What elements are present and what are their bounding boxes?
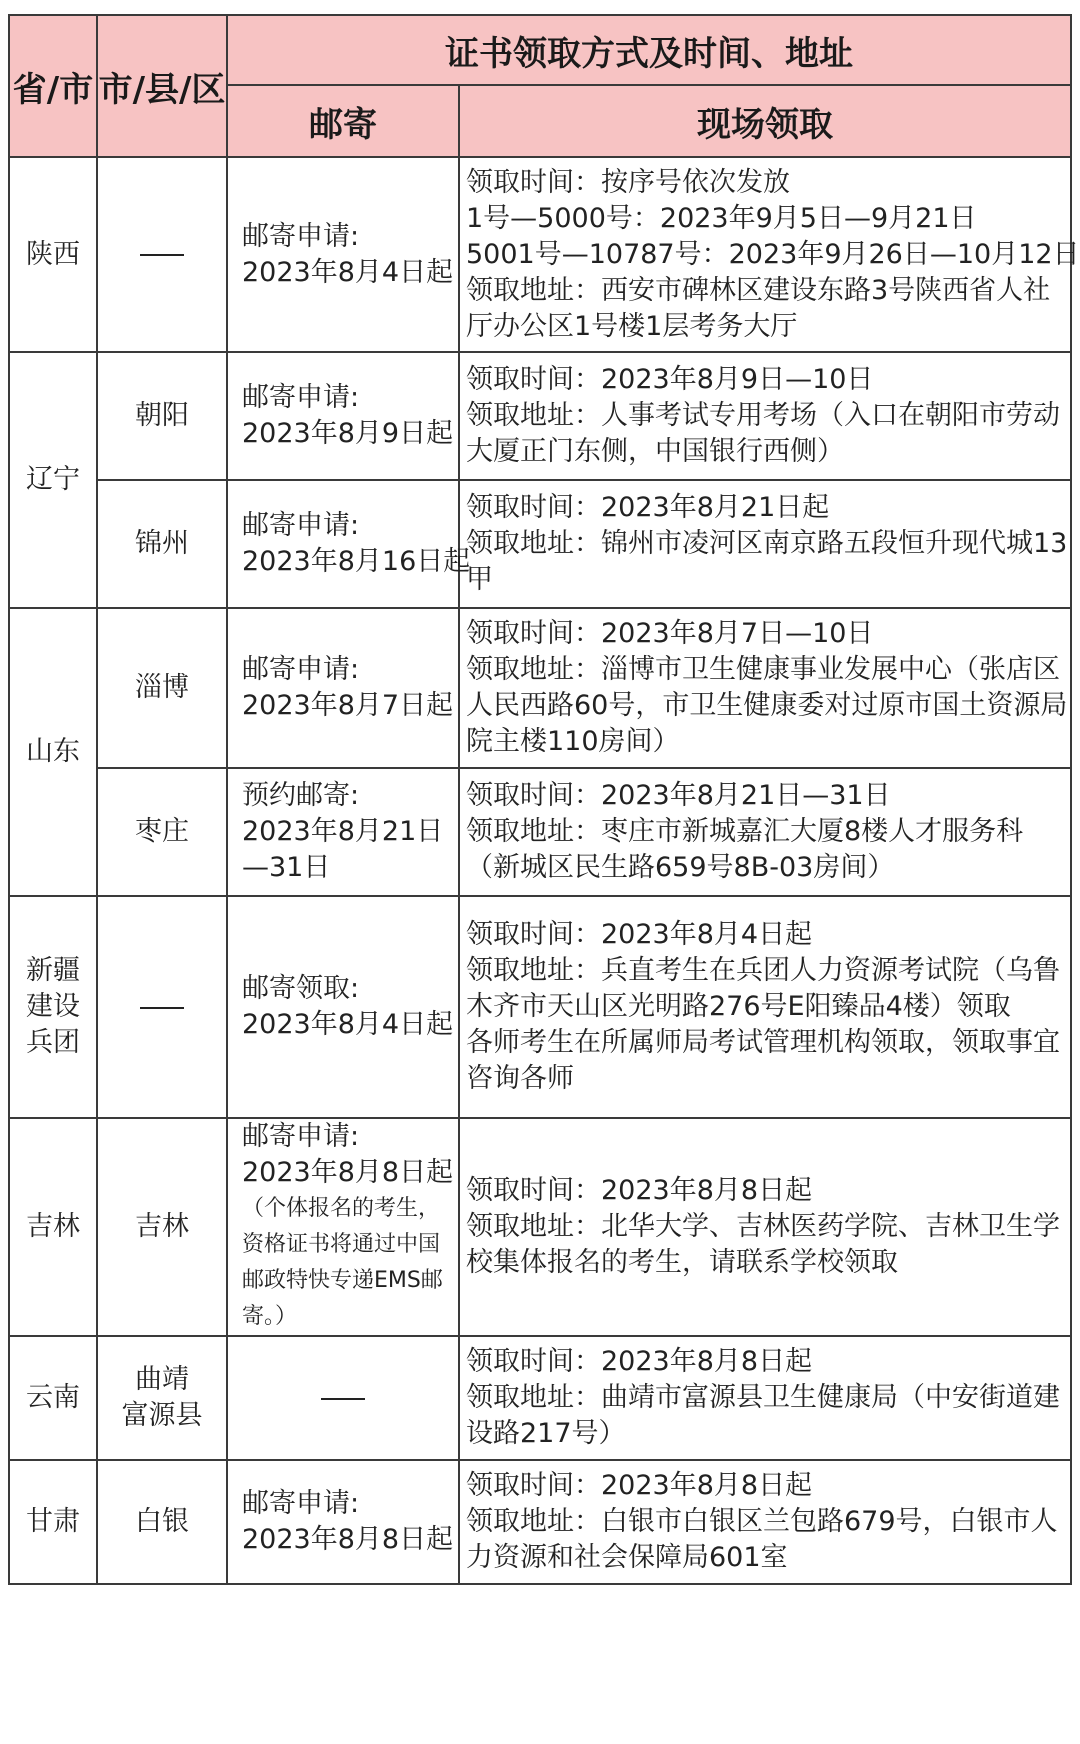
- mail-label: 邮寄申请:: [242, 510, 360, 541]
- onsite-cell: [459, 896, 1071, 1118]
- onsite-time: 领取时间：2023年8月4日起: [466, 919, 813, 950]
- city-cell: 淄博: [97, 608, 227, 768]
- mail-cell: [227, 608, 459, 768]
- onsite-batch-2: 5001号—10787号：2023年9月26日—10月12日: [466, 238, 1080, 270]
- table-row: [9, 157, 1071, 352]
- province-cell: 山东: [9, 608, 97, 896]
- mail-date: 2023年8月21日—31日: [242, 816, 444, 883]
- province-line: 新疆: [26, 955, 80, 986]
- city-line: 富源县: [121, 1400, 203, 1431]
- header-mail: 邮寄: [227, 85, 459, 157]
- mail-label: 邮寄申请:: [242, 220, 360, 252]
- onsite-note: 各师考生在所属师局考试管理机构领取，领取事宜咨询各师: [466, 1027, 1060, 1094]
- table-row: [9, 1118, 1071, 1336]
- onsite-cell: [459, 352, 1071, 480]
- onsite-time: 领取时间：2023年8月8日起: [466, 1346, 813, 1377]
- onsite-time: 领取时间：按序号依次发放: [466, 166, 790, 198]
- mail-cell: [227, 480, 471, 608]
- onsite-address: 领取地址：北华大学、吉林医药学院、吉林卫生学校集体报名的考生，请联系学校领取: [466, 1211, 1060, 1278]
- onsite-address: 领取地址：人事考试专用考场（入口在朝阳市劳动大厦正门东侧，中国银行西侧）: [466, 400, 1060, 467]
- province-cell: 云南: [9, 1336, 97, 1460]
- mail-date: 2023年8月9日起: [242, 418, 454, 449]
- onsite-cell: [459, 1336, 1071, 1460]
- table-row: [9, 896, 1071, 1118]
- dash-mark: [140, 1007, 184, 1009]
- onsite-address: 领取地址：西安市碑林区建设东路3号陕西省人社厅办公区1号楼1层考务大厅: [466, 274, 1051, 342]
- table-row: [9, 608, 1071, 768]
- mail-cell: [227, 157, 459, 352]
- province-cell: 甘肃: [9, 1460, 97, 1584]
- mail-cell: [227, 352, 459, 480]
- mail-date: 2023年8月8日起: [242, 1524, 454, 1555]
- city-cell: 朝阳: [97, 352, 227, 480]
- city-cell-dash: [97, 157, 227, 352]
- province-cell: 辽宁: [9, 352, 97, 608]
- header-onsite: 现场领取: [459, 85, 1071, 157]
- city-cell: [97, 1336, 227, 1460]
- province-cell: 陕西: [9, 157, 97, 352]
- city-cell: 枣庄: [97, 768, 227, 896]
- onsite-cell: [459, 157, 1080, 352]
- dash-mark: [140, 254, 184, 256]
- province-line: 建设: [26, 991, 80, 1022]
- header-method-group: 证书领取方式及时间、地址: [227, 15, 1071, 85]
- onsite-address: 领取地址：枣庄市新城嘉汇大厦8楼人才服务科（新城区民生路659号8B-03房间）: [466, 816, 1024, 883]
- mail-date: 2023年8月4日起: [242, 1009, 454, 1040]
- province-cell: [9, 896, 97, 1118]
- onsite-time: 领取时间：2023年8月9日—10日: [466, 364, 874, 395]
- mail-cell: [227, 896, 459, 1118]
- onsite-time: 领取时间：2023年8月21日起: [466, 492, 830, 523]
- onsite-cell: [459, 768, 1071, 896]
- mail-date: 2023年8月7日起: [242, 690, 454, 721]
- mail-cell: [227, 768, 459, 896]
- city-cell: 吉林: [97, 1118, 227, 1336]
- table-row: [9, 1336, 1071, 1460]
- mail-label: 邮寄领取:: [242, 973, 360, 1004]
- province-line: 兵团: [26, 1027, 80, 1058]
- table-row: [9, 768, 1071, 896]
- city-cell: 锦州: [97, 480, 227, 608]
- onsite-cell: [459, 1460, 1071, 1584]
- header-province: 省/市: [9, 15, 97, 157]
- mail-label: 邮寄申请:: [242, 1488, 360, 1519]
- onsite-address: 领取地址：曲靖市富源县卫生健康局（中安街道建设路217号）: [466, 1382, 1060, 1449]
- header-city: 市/县/区: [97, 15, 227, 157]
- city-cell-dash: [97, 896, 227, 1118]
- onsite-address: 领取地址：白银市白银区兰包路679号，白银市人力资源和社会保障局601室: [466, 1506, 1058, 1573]
- onsite-address: 领取地址：兵直考生在兵团人力资源考试院（乌鲁木齐市天山区光明路276号E阳臻品4楼）领取: [466, 955, 1060, 1022]
- mail-note: （个体报名的考生，资格证书将通过中国邮政特快专递EMS邮寄。）: [242, 1196, 443, 1329]
- onsite-cell: [459, 1118, 1071, 1336]
- mail-cell-dash: [227, 1336, 459, 1460]
- mail-date: 2023年8月8日起: [242, 1157, 454, 1188]
- onsite-address: 领取地址：淄博市卫生健康事业发展中心（张店区人民西路60号，市卫生健康委对过原市国土资源局院主楼110房间）: [466, 654, 1068, 757]
- mail-label: 邮寄申请:: [242, 654, 360, 685]
- dash-mark: [321, 1398, 365, 1400]
- onsite-batch-1: 1号—5000号：2023年9月5日—9月21日: [466, 202, 977, 234]
- onsite-address: 领取地址：锦州市凌河区南京路五段恒升现代城13甲: [466, 528, 1068, 595]
- table-row: [9, 480, 1071, 608]
- onsite-time: 领取时间：2023年8月7日—10日: [466, 618, 874, 649]
- table-row: [9, 1460, 1071, 1584]
- certificate-collection-table-wrapper: [8, 14, 1080, 1585]
- certificate-collection-table: [8, 14, 1080, 1585]
- onsite-cell: [459, 608, 1071, 768]
- mail-date: 2023年8月16日起: [242, 546, 471, 577]
- mail-label: 邮寄申请:: [242, 1121, 360, 1152]
- onsite-time: 领取时间：2023年8月21日—31日: [466, 780, 891, 811]
- mail-label: 预约邮寄:: [242, 780, 360, 811]
- onsite-cell: [459, 480, 1071, 608]
- city-line: 曲靖: [135, 1364, 189, 1395]
- mail-cell: [227, 1118, 459, 1336]
- mail-cell: [227, 1460, 459, 1584]
- province-cell: 吉林: [9, 1118, 97, 1336]
- onsite-time: 领取时间：2023年8月8日起: [466, 1470, 813, 1501]
- table-row: [9, 352, 1071, 480]
- mail-date: 2023年8月4日起: [242, 256, 454, 288]
- mail-label: 邮寄申请:: [242, 382, 360, 413]
- onsite-time: 领取时间：2023年8月8日起: [466, 1175, 813, 1206]
- city-cell: 白银: [97, 1460, 227, 1584]
